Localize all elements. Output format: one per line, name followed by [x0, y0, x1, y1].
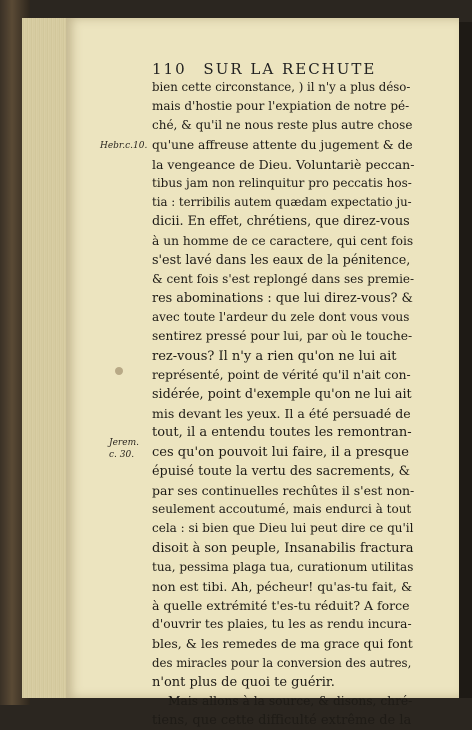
text-line: tia : terribilis autem quædam expectatio ju- — [152, 195, 412, 210]
text-line: bles, & les remedes de ma grace qui font — [152, 636, 413, 652]
text-line: n'ont plus de quoi te guérir. — [152, 674, 335, 690]
margin-reference-line: c. 30. — [109, 450, 135, 460]
margin-reference-text: Hebr.c.10. — [100, 141, 148, 151]
margin-reference-jeremiah — [109, 437, 139, 461]
margin-reference-line: Jerem. — [109, 438, 139, 448]
text-line: à un homme de ce caractere, qui cent fois — [152, 233, 414, 248]
page-stack-edge — [22, 18, 71, 698]
text-line: tibus jam non relinquitur pro peccatis hos- — [152, 175, 412, 190]
text-line: des miracles pour la conversion des autres, — [152, 655, 412, 670]
text-line: s'est lavé dans les eaux de la pénitence, — [152, 252, 411, 268]
text-line: disoit à son peuple, Insanabilis fractura — [152, 540, 414, 556]
page-number: 110 — [152, 60, 187, 78]
text-line: rez-vous? Il n'y a rien qu'on ne lui ait — [152, 348, 397, 364]
running-header — [152, 60, 392, 78]
body-text — [152, 78, 414, 730]
text-line: par ses continuelles rechûtes il s'est non- — [152, 482, 414, 498]
text-line: mais d'hostie pour l'expiation de notre pé- — [152, 99, 410, 114]
text-line: dicii. En effet, chrétiens, que direz-vous — [152, 214, 410, 230]
ink-stain — [115, 367, 123, 375]
text-line: non est tibi. Ah, pécheur! qu'as-tu fait, & — [152, 578, 413, 594]
text-line: mis devant les yeux. Il a été persuadé de — [152, 406, 411, 422]
text-line: avec toute l'ardeur du zele dont vous vous — [152, 310, 410, 325]
text-line: qu'une affreuse attente du jugement & de — [152, 137, 413, 152]
text-line: ces qu'on pouvoit lui faire, il a presque — [152, 444, 409, 460]
text-line: sentirez pressé pour lui, par où le touche- — [152, 329, 413, 344]
right-shadow-edge — [459, 22, 472, 698]
running-title: SUR LA RECHUTE — [203, 60, 377, 78]
text-line: d'ouvrir tes plaies, tu les as rendu incura- — [152, 617, 412, 632]
text-line: cela : si bien que Dieu lui peut dire ce qu'il — [152, 521, 414, 536]
text-line: à quelle extrémité t'es-tu réduit? A force — [152, 598, 410, 614]
text-line: la vengeance de Dieu. Voluntariè peccan- — [152, 156, 414, 172]
text-line: tout, il a entendu toutes les remontran- — [152, 425, 412, 441]
text-line: tiens, que cette difficulté extrême de la — [152, 713, 412, 729]
text-line: ché, & qu'il ne nous reste plus autre chose — [152, 118, 413, 133]
text-line: représenté, point de vérité qu'il n'ait con- — [152, 367, 411, 382]
text-line: épuisé toute la vertu des sacrements, & — [152, 463, 411, 479]
text-line: seulement accoutumé, mais endurci à tout — [152, 502, 412, 517]
text-line: sidérée, point d'exemple qu'on ne lui ait — [152, 387, 412, 402]
text-line: bien cette circonstance, ) il n'y a plus déso- — [152, 80, 411, 94]
text-line: & cent fois s'est replongé dans ses premie- — [152, 271, 414, 286]
text-line: tua, pessima plaga tua, curationum utilitas — [152, 559, 414, 574]
text-line: Mais allons à la source, & disons, chré- — [168, 694, 413, 708]
text-line: res abominations : que lui direz-vous? & — [152, 291, 413, 307]
margin-reference-hebrews — [100, 140, 147, 152]
